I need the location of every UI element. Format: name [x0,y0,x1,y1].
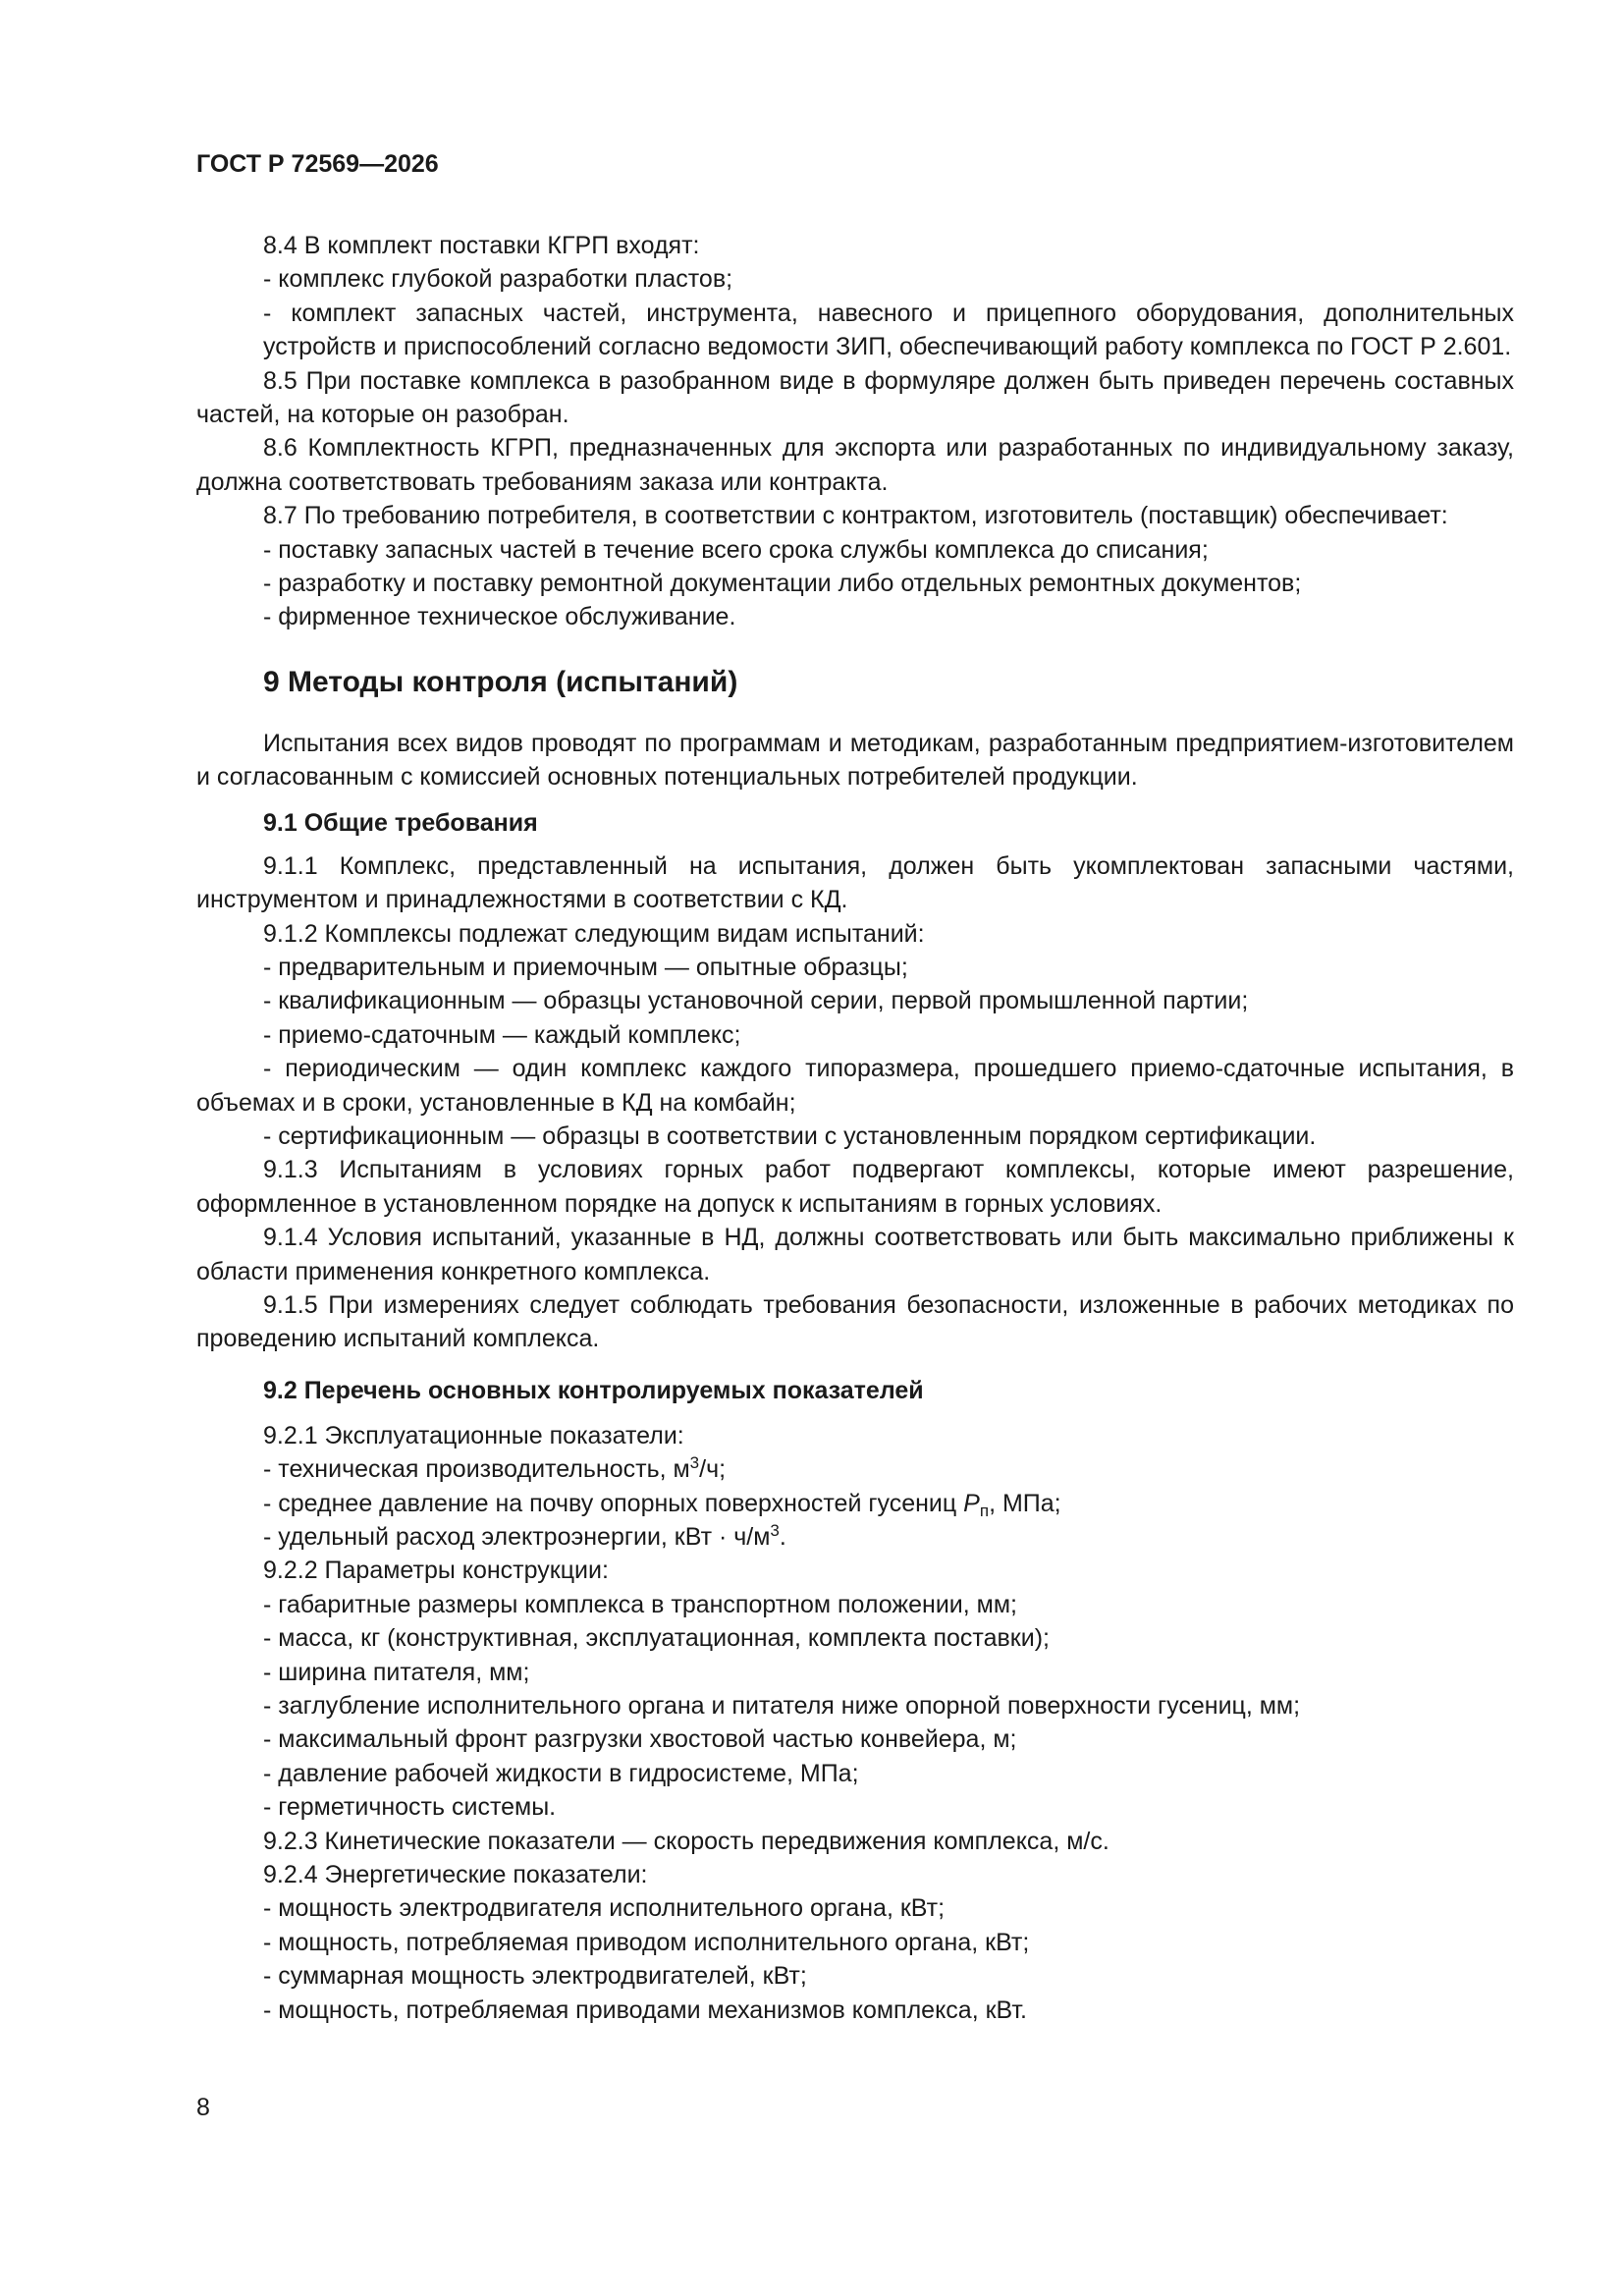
clause-9-1-4: 9.1.4 Условия испытаний, указанные в НД, должны соответствовать или быть максимально приближены к области применения конкретного комплекса. [196,1224,1514,1285]
subsection-9-2-heading: 9.2 Перечень основных контролируемых показателей [263,1376,924,1404]
list-item: - приемо-сдаточным — каждый комплекс; [263,1020,741,1049]
list-item: - периодическим — один комплекс каждого типоразмера, прошедшего приемо-сдаточные испытания, в объемах и в сроки, установленные в КД на комбайн; [196,1055,1514,1117]
list-item-text: - удельный расход электроэнергии, кВт · ч/м [263,1523,771,1551]
list-item-text-end: /ч; [699,1455,727,1484]
clause-9-1-3: 9.1.3 Испытаниям в условиях горных работ подвергают комплексы, которые имеют разрешение, оформленное в установленном порядке на допуск к испытаниям в горных условиях. [196,1156,1514,1218]
subscript: п [979,1501,990,1520]
list-item: - габаритные размеры комплекса в транспортном положении, мм; [263,1590,1017,1618]
section-9-intro: Испытания всех видов проводят по программам и методикам, разработанным предприятием-изготовителем и согласованным с комиссией основных потенциальных потребителей продукции. [196,729,1514,792]
list-item: - предварительным и приемочным — опытные образцы; [263,953,908,981]
list-item: - разработку и поставку ремонтной документации либо отдельных ремонтных документов; [263,570,1302,598]
clause-9-2-3: 9.2.3 Кинетические показатели — скорость передвижения комплекса, м/с. [263,1827,1109,1855]
list-item: - суммарная мощность электродвигателей, кВт; [263,1962,807,1991]
list-item: - масса, кг (конструктивная, эксплуатационная, комплекта поставки); [263,1624,1050,1653]
clause-9-2-1: 9.2.1 Эксплуатационные показатели: [263,1421,684,1449]
list-item: - герметичность системы. [263,1793,557,1822]
clause-9-2-4: 9.2.4 Энергетические показатели: [263,1861,648,1889]
clause-9-1-1: 9.1.1 Комплекс, представленный на испытания, должен быть укомплектован запасными частями, инструментом и принадлежностями в соответствии с КД. [196,851,1514,914]
list-item-pressure [196,1487,1514,1520]
list-item: - максимальный фронт разгрузки хвостовой частью конвейера, м; [263,1725,1017,1754]
list-item: - мощность, потребляемая приводами механизмов комплекса, кВт. [263,1995,1028,2024]
list-item: - мощность, потребляемая приводом исполнительного органа, кВт; [263,1928,1030,1956]
superscript: 3 [770,1521,780,1540]
list-item: - фирменное техническое обслуживание. [263,603,736,631]
page-number: 8 [196,2094,210,2121]
list-item-energy [196,1520,1514,1554]
list-item: - квалификационным — образцы установочной серии, первой промышленной партии; [263,987,1249,1015]
clause-8-7: 8.7 По требованию потребителя, в соответствии с контрактом, изготовитель (поставщик) обеспечивает: [263,502,1448,530]
superscript: 3 [689,1453,700,1473]
list-item: - комплект запасных частей, инструмента, навесного и прицепного оборудования, дополнительных устройств и приспособлений согласно ведомости ЗИП, обеспечивающий работу комплекса по ГОСТ Р 2.601. [263,299,1514,361]
list-item: - ширина питателя, мм; [263,1658,530,1686]
list-item: - заглубление исполнительного органа и питателя ниже опорной поверхности гусениц, мм; [263,1692,1301,1721]
list-item: - давление рабочей жидкости в гидросистеме, МПа; [263,1759,859,1787]
list-item-text: - техническая производительность, м [263,1455,690,1484]
list-item: - поставку запасных частей в течение всего срока службы комплекса до списания; [263,535,1209,564]
clause-8-4: 8.4 В комплект поставки КГРП входят: [263,232,700,259]
clause-8-5: 8.5 При поставке комплекса в разобранном виде в формуляре должен быть приведен перечень составных частей, на которые он разобран. [196,366,1514,429]
list-item-productivity [196,1452,1514,1486]
clause-9-2-2: 9.2.2 Параметры конструкции: [263,1557,609,1585]
list-item-text: - среднее давление на почву опорных поверхностей гусениц [263,1489,964,1517]
clause-9-1-2: 9.1.2 Комплексы подлежат следующим видам испытаний: [263,919,925,948]
clause-9-1-5: 9.1.5 При измерениях следует соблюдать требования безопасности, изложенные в рабочих методиках по проведению испытаний комплекса. [196,1290,1514,1353]
clause-8-6: 8.6 Комплектность КГРП, предназначенных для экспорта или разработанных по индивидуальному заказу, должна соответствовать требованиям заказа или контракта. [196,434,1514,496]
list-item: - сертификационным — образцы в соответствии с установленным порядком сертификации. [263,1121,1317,1150]
document-body [196,229,1514,2027]
section-9-heading: 9 Методы контроля (испытаний) [263,665,738,698]
document-header: ГОСТ Р 72569—2026 [196,150,439,178]
list-item-text-end: . [779,1523,786,1551]
subsection-9-1-heading: 9.1 Общие требования [263,808,538,837]
list-item: - комплекс глубокой разработки пластов; [263,265,733,294]
pressure-symbol: P [963,1489,980,1517]
list-item: - мощность электродвигателя исполнительного органа, кВт; [263,1894,946,1923]
list-item-text-end: , МПа; [989,1489,1061,1517]
